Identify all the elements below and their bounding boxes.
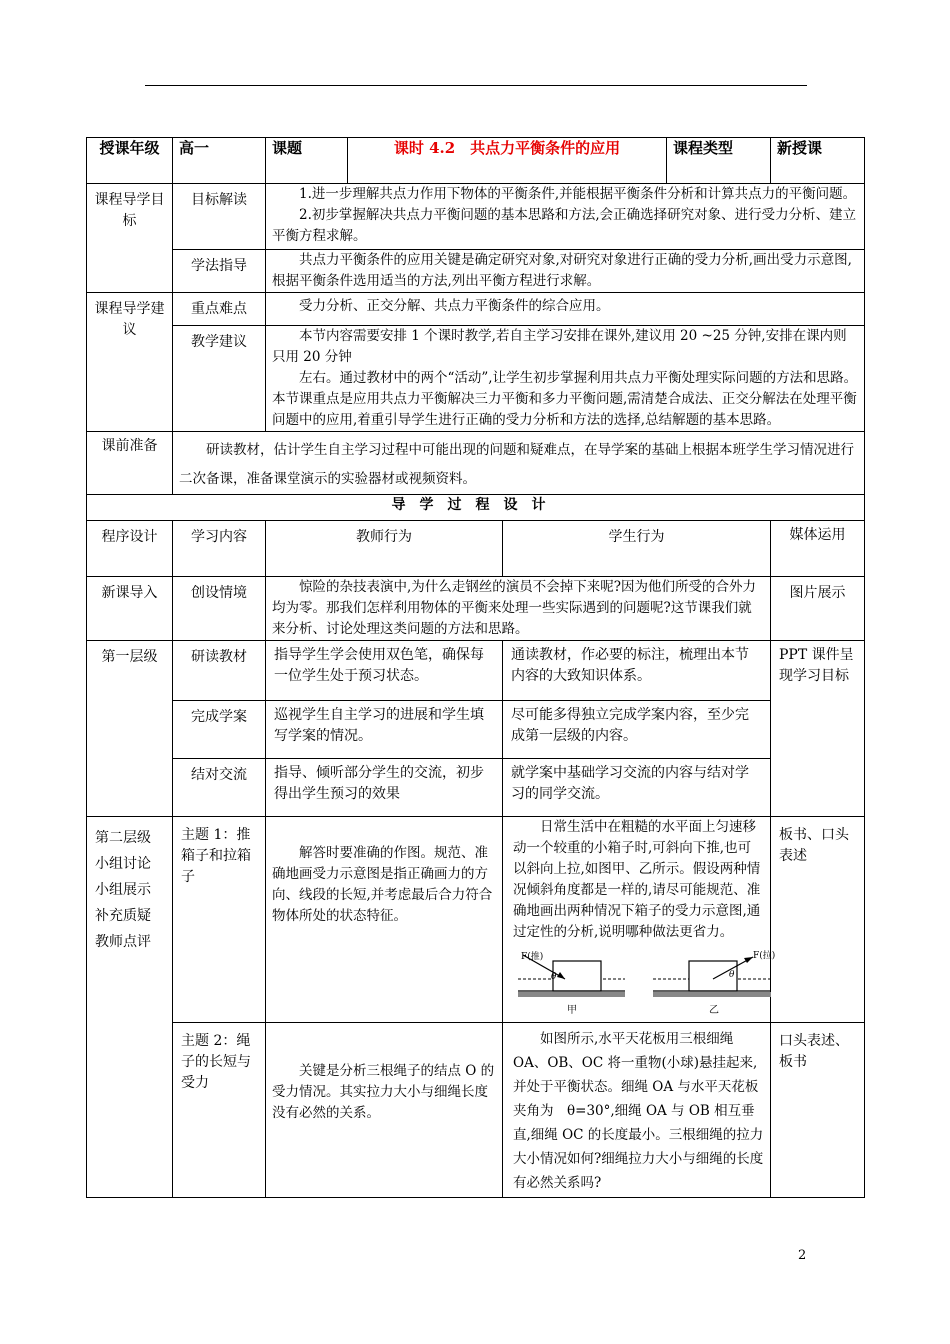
topic2-student: 如图所示,水平天花板用三根细绳 OA、OB、OC 将一重物(小球)悬挂起来,并处于平衡状态。细绳 OA 与水平天花板夹角为 θ=30°,细绳 OA 与 OB 相互垂直,细绳 OC 的长度最小。三根细绳的拉力大小情况如何?细绳拉力大小与细绳的长度有必然关系吗? [503,1023,771,1198]
grade-label: 授课年级 [87,138,173,184]
col-content: 学习内容 [173,521,266,577]
prep-label: 课前准备 [87,432,173,495]
key-label: 重点难点 [173,293,266,326]
type-label: 课程类型 [667,138,771,184]
goal-item-1: 1.进一步理解共点力作用下物体的平衡条件,并能根据平衡条件分析和计算共点力的平衡问题。 [299,186,857,202]
goal-text [266,184,865,250]
prep-text: 研读教材，估计学生自主学习过程中可能出现的问题和疑难点，在导学案的基础上根据本班学生学习情况进行二次备课，准备课堂演示的实验器材或视频资料。 [173,432,865,495]
col-program: 程序设计 [87,521,173,577]
topic-label: 课题 [266,138,348,184]
fig-pull-label: F(拉) [753,951,776,961]
level1-content-3: 结对交流 [173,759,266,817]
intro-text: 惊险的杂技表演中,为什么走钢丝的演员不会掉下来呢?因为他们所受的合外力均为零。那我们怎样利用物体的平衡来处理一些实际遇到的问题呢?这节课我们就来分析、讨论处理这类问题的方法和思路。 [266,577,771,641]
topic1-student-text: 日常生活中在粗糙的水平面上匀速移动一个较重的小箱子时,可斜向下推,也可以斜向上拉,如图甲、乙所示。假设两种情况倾斜角度都是一样的,请尽可能规范、准确地画出两种情况下箱子的受力示意图,通过定性的分析,说明哪种做法更省力。 [513,819,761,940]
box-force-figure [513,949,775,1017]
page-number: 2 [798,1248,807,1263]
teach-part-2: 左右。通过教材中的两个“活动”,让学生初步掌握利用共点力平衡处理实际问题的方法和思路。本节课重点是应用共点力平衡解决三力平衡和多力平衡问题,需清楚合成法、正交分解法在处理平衡问题中的应用,着重引导学生进行正确的受力分析和方法的选择,总结解题的基本思路。 [272,370,858,428]
level1-teacher-2: 巡视学生自主学习的进展和学生填写学案的情况。 [266,701,503,759]
topic1-student [503,817,776,1023]
fig-theta-a: θ [551,972,557,982]
top-rule [145,85,807,86]
level1-content-2: 完成学案 [173,701,266,759]
teach-part-1: 本节内容需要安排 1 个课时教学,若自主学习安排在课外,建议用 20 ~25 分钟,安排在课内则只用 20 分钟 [272,328,847,365]
topic1-teacher: 解答时要准确的作图。规范、准确地画受力示意图是指正确画力的方向、线段的长短,并考虑最后合力符合物体所处的状态特征。 [266,817,503,1023]
col-teacher: 教师行为 [266,521,503,577]
topic-title: 课时 4.2 共点力平衡条件的应用 [348,138,667,184]
process-banner: 导学过程设计 [87,495,865,521]
goal-label: 目标解读 [173,184,266,250]
topic2-media: 口头表述、板书 [771,1023,865,1198]
grade-value: 高一 [173,138,266,184]
level2-program: 第二层级小组讨论小组展示补充质疑教师点评 [87,817,173,1198]
fig-b-label: 乙 [709,1005,719,1016]
topic2-teacher: 关键是分析三根绳子的结点 O 的受力情况。其实拉力大小与细绳长度没有必然的关系。 [266,1023,503,1198]
col-media: 媒体运用 [771,521,865,577]
guide-suggest-label: 课程导学建议 [87,293,173,432]
col-student: 学生行为 [503,521,771,577]
teach-label: 教学建议 [173,326,266,432]
topic2-content: 主题 2：绳子的长短与受力 [173,1023,266,1198]
level1-program: 第一层级 [87,641,173,817]
fig-theta-b: θ [729,970,735,980]
level1-teacher-3: 指导、倾听部分学生的交流，初步得出学生预习的效果 [266,759,503,817]
level1-teacher-1: 指导学生学会使用双色笔，确保每一位学生处于预习状态。 [266,641,503,701]
intro-media: 图片展示 [771,577,865,641]
column-header-row [87,521,865,577]
fig-a-label: 甲 [567,1005,577,1016]
topic1-content: 主题 1：推箱子和拉箱子 [173,817,266,1023]
intro-content: 创设情境 [173,577,266,641]
goal-item-2: 2.初步掌握解决共点力平衡问题的基本思路和方法,会正确选择研究对象、进行受力分析、建立平衡方程求解。 [272,207,857,244]
fig-push-label: F(推) [521,952,544,962]
level1-student-3: 就学案中基础学习交流的内容与结对学习的同学交流。 [503,759,771,817]
teach-text [266,326,865,432]
level1-media: PPT 课件呈现学习目标 [771,641,865,817]
key-text: 受力分析、正交分解、共点力平衡条件的综合应用。 [266,293,865,326]
header-row [87,138,865,184]
topic1-media: 板书、口头表述 [771,817,865,1023]
method-label: 学法指导 [173,250,266,293]
intro-program: 新课导入 [87,577,173,641]
guide-goal-label: 课程导学目标 [87,184,173,293]
level1-content-1: 研读教材 [173,641,266,701]
level1-student-2: 尽可能多得独立完成学案内容，至少完成第一层级的内容。 [503,701,771,759]
level1-student-1: 通读教材，作必要的标注，梳理出本节内容的大致知识体系。 [503,641,771,701]
lesson-plan-table [86,137,865,1198]
type-value: 新授课 [771,138,865,184]
method-text: 共点力平衡条件的应用关键是确定研究对象,对研究对象进行正确的受力分析,画出受力示意图,根据平衡条件选用适当的方法,列出平衡方程进行求解。 [266,250,865,293]
